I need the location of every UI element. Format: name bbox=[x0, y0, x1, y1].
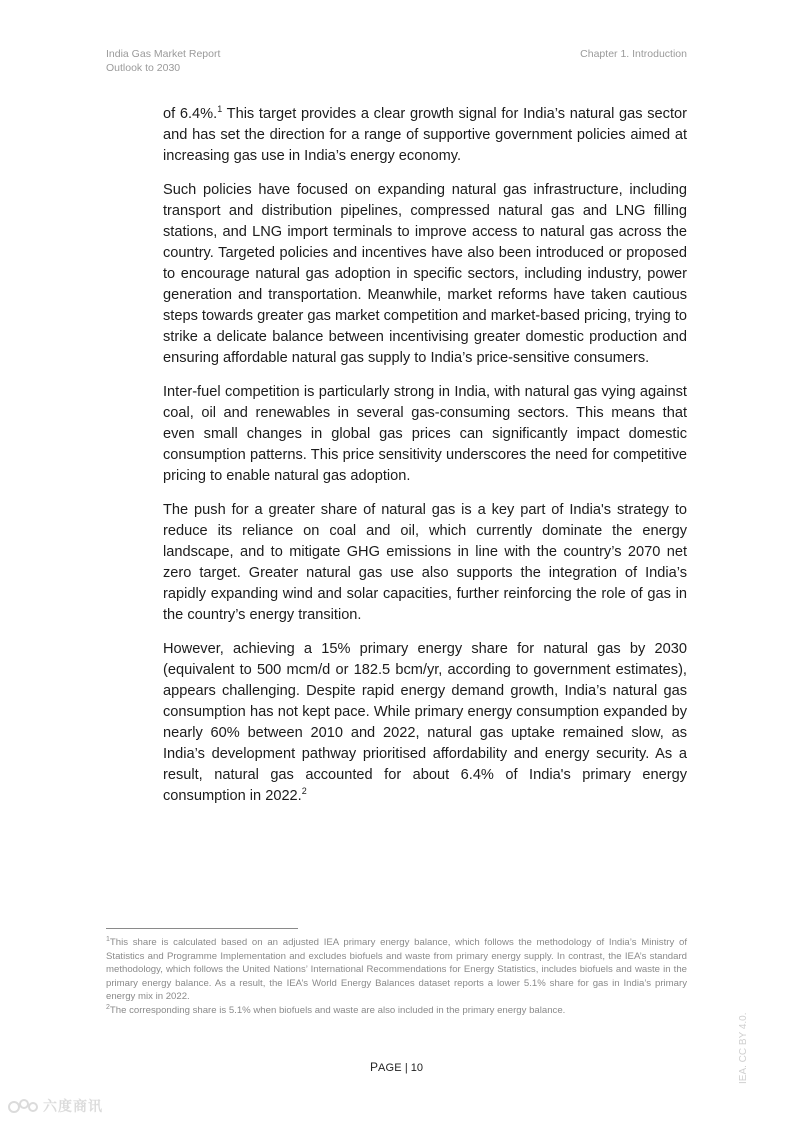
footnote-ref-1[interactable]: 1 bbox=[217, 104, 223, 115]
paragraph-4: The push for a greater share of natural gas is a key part of India's strategy to reduce its reliance on coal and oil, which currently dominate the energy landscape, and to mitigate GHG emissions in line with the country’s 2070 net zero target. Greater natural gas use also supports the integration of India’s rapidly expanding wind and solar capacities, further reinforcing the role of gas in the country’s energy transition. bbox=[163, 502, 687, 623]
footnote-divider bbox=[106, 928, 298, 929]
footnote-1: $^1$This share is calculated based on an adjusted IEA primary energy balance, which follows the methodology of India’s Ministry of Statistics and Programme Implementation and excludes biofuels and waste from primary energy supply. In contrast, the IEA’s standard methodology, which follows the United Nations’ International Recommendations for Energy Statistics, includes biofuels and waste in the primary energy balance. As a result, the IEA’s World Energy Balances dataset reports a lower 5.1% share for gas in India’s primary energy mix in 2022. bbox=[106, 935, 687, 1002]
page-number: PAGE | 10 bbox=[369, 1060, 424, 1074]
paragraph-5: However, achieving a 15% primary energy share for natural gas by 2030 (equivalent to 500 mcm/d or 182.5 bcm/yr, according to government estimates), appears challenging. Despite rapid energy demand growth, India’s natural gas consumption has not kept pace. While primary energy consumption expanded by nearly 60% between 2010 and 2022, natural gas uptake remained slow, as India’s development pathway prioritised affordability and energy security. As a result, natural gas accounted for about 6.4% of India's primary energy consumption in 2022.$^2$ bbox=[163, 641, 687, 804]
report-title: India Gas Market Report bbox=[106, 48, 221, 60]
running-header-left bbox=[106, 47, 220, 75]
footnote-2: $^2$The corresponding share is 5.1% when biofuels and waste are also included in the primary energy balance. bbox=[106, 1003, 566, 1016]
footnote-2-marker: 2 bbox=[106, 1003, 110, 1011]
watermark-text: 六度商讯 bbox=[43, 1098, 103, 1114]
footnotes bbox=[106, 936, 687, 1017]
report-subtitle: Outlook to 2030 bbox=[106, 62, 181, 74]
footnote-ref-2[interactable]: 2 bbox=[301, 786, 307, 797]
chapter-title: Chapter 1. Introduction bbox=[580, 48, 687, 60]
footnote-1-marker: 1 bbox=[106, 935, 110, 943]
paragraph-1: of 6.4%.$^1$ This target provides a clear growth signal for India’s natural gas sector and has set the direction for a range of supportive government policies aimed at increasing gas use in India’s energy economy. bbox=[163, 104, 688, 164]
logo-icon bbox=[6, 1098, 40, 1114]
paragraph-2: Such policies have focused on expanding natural gas infrastructure, including transport and distribution pipelines, compressed natural gas and LNG filling stations, and LNG import terminals to improve access to natural gas across the country. Targeted policies and incentives have also been introduced or proposed to encourage natural gas adoption in specific sectors, including industry, power generation and transportation. Meanwhile, market reforms have taken cautious steps towards greater gas market competition and market-based pricing, trying to strike a delicate balance between incentivising greater domestic production and ensuring affordable natural gas supply to India’s price-sensitive consumers. bbox=[163, 182, 687, 366]
paragraph-3: Inter-fuel competition is particularly strong in India, with natural gas vying against coal, oil and renewables in several gas-consuming sectors. This means that even small changes in global gas prices can significantly impact domestic consumption patterns. This price sensitivity underscores the need for competitive pricing to enable natural gas adoption. bbox=[163, 384, 687, 484]
license-mark: IEA. CC BY 4.0. bbox=[738, 1012, 749, 1084]
body-text bbox=[163, 104, 687, 820]
watermark bbox=[6, 1096, 103, 1116]
running-header-right bbox=[580, 47, 687, 61]
